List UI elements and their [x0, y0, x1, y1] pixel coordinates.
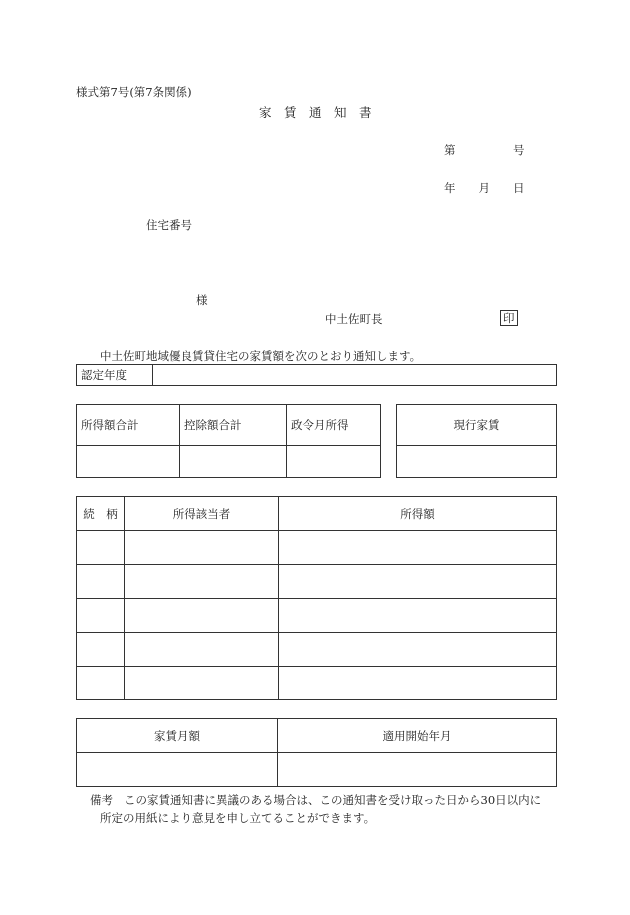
- current-rent-header: 現行家賃: [397, 405, 557, 446]
- relationship-header: 続 柄: [77, 497, 125, 531]
- start-month-field[interactable]: [278, 753, 557, 787]
- remarks-label: 備考: [90, 793, 113, 807]
- member-row: [77, 633, 557, 667]
- income-person-header: 所得該当者: [125, 497, 279, 531]
- relationship-field[interactable]: [77, 531, 125, 565]
- income-amount-field[interactable]: [279, 633, 557, 667]
- relationship-field[interactable]: [77, 667, 125, 700]
- issuer-title: 中土佐町長: [325, 312, 383, 326]
- start-month-header: 適用開始年月: [278, 719, 557, 753]
- monthly-rent-header: 家賃月額: [77, 719, 278, 753]
- member-row: [77, 565, 557, 599]
- certified-year-field[interactable]: [153, 365, 557, 386]
- document-title: 家 賃 通 知 書: [259, 105, 372, 120]
- house-number-label: 住宅番号: [146, 218, 192, 232]
- form-number: 様式第7号(第7条関係): [76, 85, 192, 99]
- member-row: [77, 667, 557, 700]
- certified-year-table: [76, 364, 557, 386]
- income-person-field[interactable]: [125, 667, 279, 700]
- member-row: [77, 599, 557, 633]
- monthly-income-header: 政令月所得: [287, 405, 381, 446]
- seal-mark: 印: [500, 310, 518, 326]
- member-row: [77, 531, 557, 565]
- remarks-line-1: この家賃通知書に異議のある場合は、この通知書を受け取った日から30日以内に: [124, 793, 542, 807]
- member-table: [76, 496, 557, 700]
- remarks-line-2: 所定の用紙により意見を申し立てることができます。: [100, 811, 376, 825]
- current-rent-table: [396, 404, 557, 478]
- income-person-field[interactable]: [125, 565, 279, 599]
- rent-table: [76, 718, 557, 787]
- income-amount-header: 所得額: [279, 497, 557, 531]
- total-income-field[interactable]: [77, 446, 180, 478]
- total-deduction-field[interactable]: [180, 446, 287, 478]
- income-person-field[interactable]: [125, 599, 279, 633]
- income-amount-field[interactable]: [279, 667, 557, 700]
- income-person-field[interactable]: [125, 531, 279, 565]
- income-amount-field[interactable]: [279, 599, 557, 633]
- addressee-honorific: 様: [196, 293, 208, 307]
- relationship-field[interactable]: [77, 565, 125, 599]
- relationship-field[interactable]: [77, 599, 125, 633]
- income-amount-field[interactable]: [279, 565, 557, 599]
- monthly-rent-field[interactable]: [77, 753, 278, 787]
- income-amount-field[interactable]: [279, 531, 557, 565]
- monthly-income-field[interactable]: [287, 446, 381, 478]
- current-rent-field[interactable]: [397, 446, 557, 478]
- reference-number: 第 号: [444, 143, 525, 157]
- total-deduction-header: 控除額合計: [180, 405, 287, 446]
- relationship-field[interactable]: [77, 633, 125, 667]
- income-table: [76, 404, 381, 478]
- intro-text: 中土佐町地域優良賃貸住宅の家賃額を次のとおり通知します。: [100, 349, 422, 363]
- income-person-field[interactable]: [125, 633, 279, 667]
- issue-date: 年 月 日: [444, 181, 525, 195]
- certified-year-label: 認定年度: [77, 365, 153, 386]
- total-income-header: 所得額合計: [77, 405, 180, 446]
